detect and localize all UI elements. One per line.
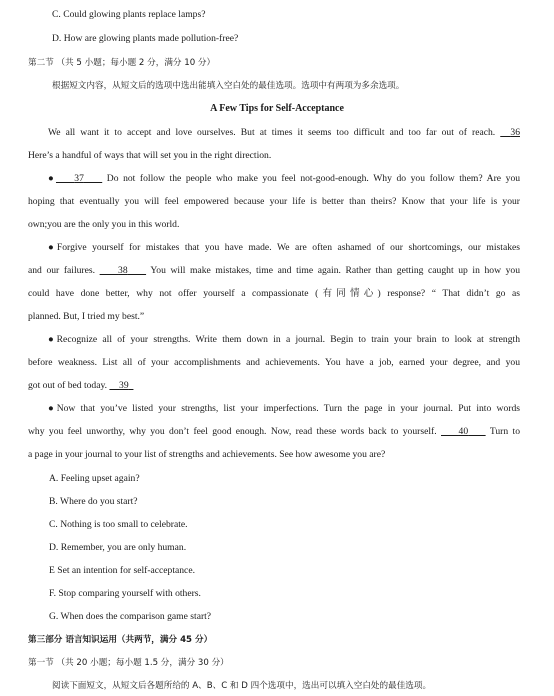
passage-title: A Few Tips for Self-Acceptance bbox=[210, 103, 344, 114]
blank-40 bbox=[441, 426, 486, 437]
blank-36 bbox=[500, 127, 520, 138]
passage-p2-line1 bbox=[0, 173, 554, 185]
blank-number: 40 bbox=[458, 426, 469, 437]
passage-p1-line1 bbox=[0, 127, 554, 139]
passage-p5-line1: ●Now that you’ve listed your strengths, list your imperfections. Turn the page in your journal. Put into words bbox=[48, 403, 520, 414]
text: Do not follow the people who make you feel not-good-enough. Why do you follow them? Are you bbox=[106, 173, 521, 184]
section2-heading: 第二节 （共 5 小题；每小题 2 分，满分 10 分） bbox=[28, 58, 216, 68]
passage-p4-line1: ●Recognize all of your strengths. Write them down in a journal. Begin to train your brain to look at strength bbox=[48, 334, 520, 345]
passage-p3-line2 bbox=[0, 265, 554, 277]
blank-number: 37 bbox=[74, 173, 84, 184]
option-c-prev: C. Could glowing plants replace lamps? bbox=[52, 9, 206, 20]
passage-p1-line2: Here’s a handful of ways that will set you in the right direction. bbox=[28, 150, 272, 161]
option-f: F. Stop comparing yourself with others. bbox=[49, 588, 201, 599]
blank-39 bbox=[109, 380, 133, 391]
passage-p4-line2: before weakness. List all of your accomplishments and achievements. You have a job, earned your degree, and you bbox=[28, 357, 520, 368]
text: You will make mistakes, time and time again. Rather than getting caught up in how you bbox=[150, 265, 520, 276]
text: We all want it to accept and love ourselves. But at times it seems too difficult and too far out of reach. bbox=[48, 127, 496, 138]
part3-instruction: 阅读下面短文，从短文后各题所给的 A、B、C 和 D 四个选项中，选出可以填入空白处的最佳选项。 bbox=[52, 681, 432, 691]
bullet: ● bbox=[48, 173, 56, 184]
text: why you feel unworthy, why you don’t feel good enough. Now, read these words back to yourself. bbox=[28, 426, 437, 437]
option-g: G. When does the comparison game start? bbox=[49, 611, 212, 622]
blank-number: 36 bbox=[510, 127, 520, 138]
blank-number: 38 bbox=[118, 265, 128, 276]
option-e: E Set an intention for self-acceptance. bbox=[49, 565, 195, 576]
part3-sub-heading: 第一节 （共 20 小题；每小题 1.5 分，满分 30 分） bbox=[28, 658, 229, 668]
passage-p3-line1: ●Forgive yourself for mistakes that you have made. We are often ashamed of our shortcomings, our mistakes bbox=[48, 242, 520, 253]
text: and our failures. bbox=[28, 265, 96, 276]
passage-p2-line3: own;you are the only you in this world. bbox=[28, 219, 180, 230]
passage-p5-line3: a page in your journal to your list of strengths and achievements. See how awesome you are? bbox=[28, 449, 386, 460]
blank-37 bbox=[56, 173, 102, 184]
option-c: C. Nothing is too small to celebrate. bbox=[49, 519, 188, 530]
option-d-prev: D. How are glowing plants made pollution-free? bbox=[52, 33, 239, 44]
text: Turn to bbox=[489, 426, 520, 437]
passage-p3-line3: could have done better, why not offer yourself a compassionate (有同情心) response? “ That didn’t go as bbox=[28, 288, 520, 299]
option-a: A. Feeling upset again? bbox=[49, 473, 140, 484]
passage-p2-line2: hoping that eventually you will feel empowered because your life is better than theirs? Know that your life is your bbox=[28, 196, 520, 207]
option-b: B. Where do you start? bbox=[49, 496, 138, 507]
text: got out of bed today. bbox=[28, 380, 108, 391]
blank-number: 39 bbox=[119, 380, 129, 391]
section2-instruction: 根据短文内容，从短文后的选项中选出能填入空白处的最佳选项。选项中有两项为多余选项。 bbox=[52, 81, 405, 91]
option-d: D. Remember, you are only human. bbox=[49, 542, 187, 553]
passage-p5-line2 bbox=[0, 426, 554, 438]
passage-p3-line4: planned. But, I tried my best.” bbox=[28, 311, 145, 322]
blank-38 bbox=[100, 265, 146, 276]
passage-p4-line3 bbox=[0, 380, 554, 392]
part3-heading: 第三部分 语言知识运用（共两节，满分 45 分） bbox=[28, 635, 213, 645]
